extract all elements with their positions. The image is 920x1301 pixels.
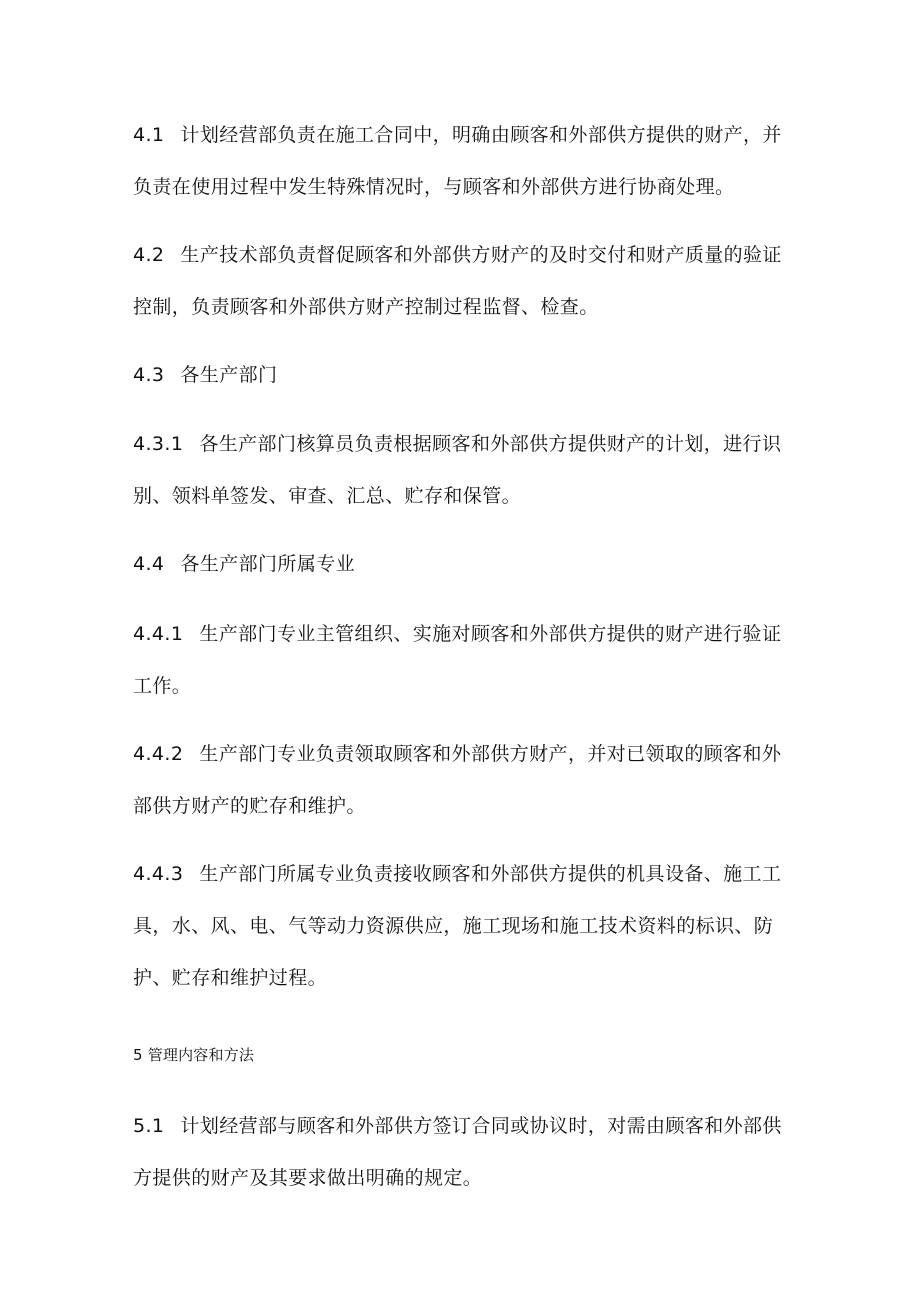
clause-text: 生产部门专业负责领取顾客和外部供方财产，并对已领取的顾客和外部供方财产的贮存和维护。 xyxy=(133,743,782,817)
clause-text: 生产技术部负责督促顾客和外部供方财产的及时交付和财产质量的验证控制，负责顾客和外部供方财产控制过程监督、检查。 xyxy=(133,244,782,318)
paragraph-4-3 xyxy=(133,349,795,401)
clause-number: 4.4.1 xyxy=(133,623,184,645)
section-5-heading: 5 管理内容和方法 xyxy=(133,1046,255,1064)
clause-number: 4.2 xyxy=(133,244,165,266)
clause-text: 各生产部门 xyxy=(180,364,278,386)
paragraph-4-4-2 xyxy=(133,728,795,832)
paragraph-5-1 xyxy=(133,1100,795,1204)
clause-number: 4.3 xyxy=(133,364,165,386)
paragraph-4-1 xyxy=(133,109,795,213)
clause-number: 4.4.2 xyxy=(133,743,184,765)
clause-number: 4.4 xyxy=(133,553,165,575)
clause-text: 生产部门专业主管组织、实施对顾客和外部供方提供的财产进行验证工作。 xyxy=(133,623,782,697)
paragraph-4-2 xyxy=(133,229,795,333)
paragraph-4-4-3 xyxy=(133,848,795,1004)
clause-text: 各生产部门核算员负责根据顾客和外部供方提供财产的计划，进行识别、领料单签发、审查、汇总、贮存和保管。 xyxy=(133,433,782,507)
clause-text: 各生产部门所属专业 xyxy=(180,553,356,575)
paragraph-4-4-1 xyxy=(133,608,795,712)
clause-number: 4.1 xyxy=(133,124,165,146)
clause-text: 计划经营部与顾客和外部供方签订合同或协议时，对需由顾客和外部供方提供的财产及其要求做出明确的规定。 xyxy=(133,1115,782,1189)
clause-number: 5.1 xyxy=(133,1115,165,1137)
clause-number: 4.4.3 xyxy=(133,863,184,885)
clause-text: 生产部门所属专业负责接收顾客和外部供方提供的机具设备、施工工具，水、风、电、气等动力资源供应，施工现场和施工技术资料的标识、防护、贮存和维护过程。 xyxy=(133,863,782,989)
paragraph-4-4 xyxy=(133,538,795,590)
paragraph-4-3-1 xyxy=(133,418,795,522)
clause-number: 4.3.1 xyxy=(133,433,184,455)
clause-text: 计划经营部负责在施工合同中，明确由顾客和外部供方提供的财产，并负责在使用过程中发生特殊情况时，与顾客和外部供方进行协商处理。 xyxy=(133,124,782,198)
